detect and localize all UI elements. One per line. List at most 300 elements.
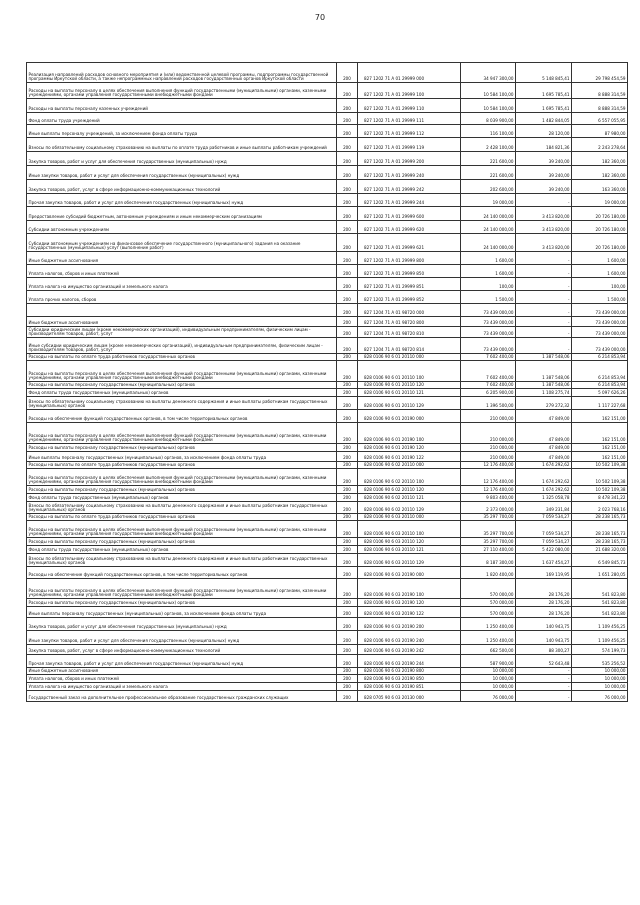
row-unexecuted: 29 798 454,59 <box>572 63 628 83</box>
table-row <box>27 494 628 502</box>
row-unexecuted: 19 000,00 <box>572 194 628 207</box>
row-budget-code: 828 0106 90 6 03 20190 200 <box>358 618 461 631</box>
table-row <box>27 502 628 514</box>
row-approved: 35 297 700,00 <box>461 514 516 521</box>
row-line-code: 200 <box>337 655 358 668</box>
row-name: Расходы на выплаты персоналу казенных учреждений <box>27 99 337 113</box>
row-executed: 140 943,75 <box>516 618 572 631</box>
table-row <box>27 180 628 194</box>
row-budget-code: 827 1202 71 А 01 29999 621 <box>358 234 461 252</box>
row-executed: 3 413 820,00 <box>516 221 572 234</box>
row-budget-code: 828 0106 90 6 03 20190 851 <box>358 683 461 691</box>
row-unexecuted: 541 823,80 <box>572 579 628 599</box>
row-budget-code: 828 0106 90 6 01 20190 122 <box>358 452 461 462</box>
row-unexecuted: 541 823,80 <box>572 599 628 607</box>
table-row <box>27 389 628 397</box>
row-unexecuted: 73 439 000,00 <box>572 304 628 317</box>
row-approved: 34 947 300,00 <box>461 63 516 83</box>
row-executed: 1 325 058,78 <box>516 494 572 502</box>
row-name: Расходы на выплаты по оплате труда работников государственных органов <box>27 354 337 361</box>
row-unexecuted: 1 109 456,25 <box>572 631 628 645</box>
table-row <box>27 579 628 599</box>
row-name: Расходы на выплаты персоналу государственных (муниципальных) органов <box>27 486 337 494</box>
row-line-code: 200 <box>337 452 358 462</box>
row-budget-code: 828 0106 90 6 01 20110 100 <box>358 361 461 382</box>
row-name: Расходы на выплаты по оплате труда работников государственных органов <box>27 462 337 469</box>
row-budget-code: 828 0106 90 6 03 20110 000 <box>358 514 461 521</box>
row-approved: 24 140 000,00 <box>461 234 516 252</box>
row-unexecuted: 10 000,00 <box>572 668 628 675</box>
row-approved: 12 176 400,00 <box>461 469 516 486</box>
row-executed: 184 821,36 <box>516 138 572 152</box>
row-line-code: 200 <box>337 338 358 354</box>
row-executed: 140 943,75 <box>516 631 572 645</box>
row-name: Закупка товаров, работ, услуг в сфере информационно-коммуникационных технологий <box>27 180 337 194</box>
row-unexecuted: 20 726 180,00 <box>572 221 628 234</box>
row-approved: 221 600,00 <box>461 166 516 180</box>
row-line-code: 200 <box>337 278 358 291</box>
row-executed: 1 482 844,05 <box>516 113 572 125</box>
row-executed: - <box>516 291 572 304</box>
row-name: Фонд оплаты труда государственных (муниципальных) органов <box>27 494 337 502</box>
row-name: Фонд оплаты труда государственных (муниципальных) органов <box>27 546 337 554</box>
row-approved: 19 000,00 <box>461 194 516 207</box>
row-unexecuted: 6 214 853,94 <box>572 361 628 382</box>
row-line-code: 200 <box>337 265 358 278</box>
row-name: Субсидии юридическим лицам (кроме некоммерческих организаций), индивидуальным предпринимателям, физическим лицам - производителям товаров, работ, услуг <box>27 327 337 338</box>
row-executed: - <box>516 317 572 327</box>
row-executed: 1 387 548,06 <box>516 382 572 389</box>
row-unexecuted: 574 199,73 <box>572 645 628 655</box>
row-executed: - <box>516 278 572 291</box>
row-name: Иные закупки товаров, работ и услуг для обеспечения государственных (муниципальных) нужд <box>27 631 337 645</box>
row-approved: 1 600,00 <box>461 252 516 265</box>
table-row <box>27 278 628 291</box>
row-executed: 349 231,84 <box>516 502 572 514</box>
row-approved: 24 140 000,00 <box>461 221 516 234</box>
row-budget-code: 828 0106 90 6 02 20110 129 <box>358 502 461 514</box>
row-approved: 27 110 400,00 <box>461 546 516 554</box>
row-executed: 52 643,48 <box>516 655 572 668</box>
row-approved: 73 439 000,00 <box>461 304 516 317</box>
row-line-code: 200 <box>337 125 358 138</box>
row-executed: - <box>516 675 572 683</box>
row-budget-code: 827 1204 71 А 01 98720 000 <box>358 304 461 317</box>
row-name: Взносы по обязательному социальному страхованию на выплаты денежного содержания и иные выплаты работникам государственных (муниципальных) органов <box>27 554 337 567</box>
table-row <box>27 410 628 423</box>
row-budget-code: 828 0106 90 6 03 20190 800 <box>358 668 461 675</box>
row-unexecuted: 8 888 314,59 <box>572 83 628 99</box>
table-row <box>27 138 628 152</box>
row-name: Уплата налога на имущество организаций и земельного налога <box>27 278 337 291</box>
table-row <box>27 338 628 354</box>
row-budget-code: 828 0106 90 6 02 20110 000 <box>358 462 461 469</box>
table-row <box>27 166 628 180</box>
row-name <box>27 304 337 317</box>
row-line-code: 200 <box>337 486 358 494</box>
row-budget-code: 828 0106 90 6 01 20110 120 <box>358 382 461 389</box>
row-line-code: 200 <box>337 546 358 554</box>
row-budget-code: 828 0705 90 6 03 20130 000 <box>358 691 461 702</box>
row-unexecuted: 1 109 456,25 <box>572 618 628 631</box>
table-row <box>27 631 628 645</box>
row-approved: 73 439 000,00 <box>461 317 516 327</box>
row-name: Закупка товаров, работ и услуг для обеспечения государственных (муниципальных) нужд <box>27 618 337 631</box>
row-unexecuted: 182 360,00 <box>572 152 628 166</box>
row-budget-code: 827 1202 71 А 01 29999 600 <box>358 207 461 221</box>
row-approved: 221 600,00 <box>461 152 516 166</box>
row-executed: - <box>516 304 572 317</box>
row-executed: - <box>516 691 572 702</box>
row-line-code: 200 <box>337 410 358 423</box>
row-budget-code: 827 1202 71 А 01 29999 111 <box>358 113 461 125</box>
row-budget-code: 827 1202 71 А 01 29999 110 <box>358 99 461 113</box>
row-approved: 210 000,00 <box>461 423 516 444</box>
row-unexecuted: 76 000,00 <box>572 691 628 702</box>
row-line-code: 200 <box>337 494 358 502</box>
row-unexecuted: 28 238 165,73 <box>572 538 628 546</box>
row-line-code: 200 <box>337 521 358 538</box>
row-executed: 7 059 534,27 <box>516 521 572 538</box>
row-line-code: 200 <box>337 423 358 444</box>
row-unexecuted: 162 151,00 <box>572 423 628 444</box>
row-name: Закупка товаров, работ, услуг в сфере информационно-коммуникационных технологий <box>27 645 337 655</box>
row-name: Иные субсидии юридическим лицам (кроме некоммерческих организаций), индивидуальным предпринимателям, физическим лицам - производителям товаров, работ, услуг <box>27 338 337 354</box>
row-name: Закупка товаров, работ и услуг для обеспечения государственных (муниципальных) нужд <box>27 152 337 166</box>
row-name: Расходы на обеспечение функций государственных органов, в том числе территориальных органов <box>27 410 337 423</box>
table-row <box>27 63 628 83</box>
row-approved: 570 000,00 <box>461 579 516 599</box>
row-line-code: 200 <box>337 683 358 691</box>
row-budget-code: 827 1202 71 А 01 29999 242 <box>358 180 461 194</box>
row-line-code: 200 <box>337 152 358 166</box>
row-unexecuted: 535 256,52 <box>572 655 628 668</box>
row-approved: 662 500,00 <box>461 645 516 655</box>
row-approved: 1 500,00 <box>461 291 516 304</box>
row-name: Реализация направлений расходов основного мероприятия и (или) ведомственной целевой программы, подпрограммы государственной программы Иркутской области, а также непрограммных направлений расходов государственных органов Иркутской области <box>27 63 337 83</box>
row-approved: 12 176 400,00 <box>461 462 516 469</box>
row-approved: 7 602 400,00 <box>461 354 516 361</box>
row-executed: 28 120,00 <box>516 125 572 138</box>
row-line-code: 200 <box>337 113 358 125</box>
row-executed: 1 674 292,62 <box>516 469 572 486</box>
row-budget-code: 828 0106 90 6 02 20110 120 <box>358 486 461 494</box>
row-line-code: 200 <box>337 83 358 99</box>
row-budget-code: 828 0106 90 6 03 20190 244 <box>358 655 461 668</box>
table-row <box>27 691 628 702</box>
row-executed: 47 849,00 <box>516 410 572 423</box>
row-executed: 39 240,00 <box>516 166 572 180</box>
row-executed: 1 695 785,41 <box>516 83 572 99</box>
row-approved: 7 602 400,00 <box>461 361 516 382</box>
table-row <box>27 423 628 444</box>
row-executed: - <box>516 327 572 338</box>
row-budget-code: 828 0106 90 6 01 20190 000 <box>358 410 461 423</box>
table-row <box>27 668 628 675</box>
row-unexecuted: 87 980,00 <box>572 125 628 138</box>
row-line-code: 200 <box>337 554 358 567</box>
row-unexecuted: 6 557 055,95 <box>572 113 628 125</box>
row-unexecuted: 162 151,00 <box>572 444 628 452</box>
row-executed: 7 059 534,27 <box>516 514 572 521</box>
row-executed: 1 637 454,27 <box>516 554 572 567</box>
row-approved: 73 439 000,00 <box>461 327 516 338</box>
row-executed: 1 387 548,06 <box>516 361 572 382</box>
row-approved: 100,00 <box>461 278 516 291</box>
table-row <box>27 675 628 683</box>
row-executed: 5 148 845,41 <box>516 63 572 83</box>
row-budget-code: 828 0106 90 6 03 20190 100 <box>358 579 461 599</box>
row-line-code: 200 <box>337 675 358 683</box>
row-executed: - <box>516 265 572 278</box>
row-unexecuted: 1 651 280,05 <box>572 567 628 579</box>
row-unexecuted: 1 500,00 <box>572 291 628 304</box>
row-line-code: 200 <box>337 63 358 83</box>
row-unexecuted: 73 439 000,00 <box>572 338 628 354</box>
row-line-code: 200 <box>337 618 358 631</box>
row-budget-code: 828 0106 90 6 01 20110 000 <box>358 354 461 361</box>
table-row <box>27 194 628 207</box>
row-unexecuted: 28 238 165,73 <box>572 514 628 521</box>
row-line-code: 200 <box>337 180 358 194</box>
row-budget-code: 828 0106 90 6 03 20110 129 <box>358 554 461 567</box>
row-name: Иные выплаты персоналу государственных (муниципальных) органов, за исключением фонда оплаты труда <box>27 452 337 462</box>
row-name: Субсидии автономным учреждениям <box>27 221 337 234</box>
row-executed: 1 108 275,74 <box>516 389 572 397</box>
row-executed: 28 176,20 <box>516 599 572 607</box>
row-line-code: 200 <box>337 567 358 579</box>
row-budget-code: 828 0106 90 6 03 20110 100 <box>358 521 461 538</box>
row-budget-code: 827 1204 71 А 01 98720 810 <box>358 327 461 338</box>
row-executed: 279 272,32 <box>516 397 572 410</box>
row-line-code: 200 <box>337 645 358 655</box>
row-unexecuted: 10 502 109,38 <box>572 486 628 494</box>
row-executed: 47 849,00 <box>516 423 572 444</box>
row-name: Расходы на выплаты персоналу в целях обеспечения выполнения функций государственными (муниципальными) органами, казенными учреждениями, органами управления государственными внебюджетными фондами <box>27 361 337 382</box>
row-executed: 1 674 292,62 <box>516 462 572 469</box>
row-budget-code: 827 1202 71 А 01 29999 852 <box>358 291 461 304</box>
row-unexecuted: 10 502 109,38 <box>572 462 628 469</box>
row-unexecuted: 541 823,80 <box>572 607 628 618</box>
row-approved: 570 000,00 <box>461 607 516 618</box>
row-line-code: 200 <box>337 389 358 397</box>
row-approved: 1 396 500,00 <box>461 397 516 410</box>
row-executed: 39 240,00 <box>516 152 572 166</box>
row-budget-code: 827 1202 71 А 01 29999 851 <box>358 278 461 291</box>
row-budget-code: 827 1202 71 А 01 29999 000 <box>358 63 461 83</box>
row-line-code: 200 <box>337 514 358 521</box>
row-unexecuted: 10 502 109,38 <box>572 469 628 486</box>
row-name: Иные выплаты персоналу государственных (муниципальных) органов, за исключением фонда оплаты труда <box>27 607 337 618</box>
row-name: Расходы на выплаты персоналу в целях обеспечения выполнения функций государственными (муниципальными) органами, казенными учреждениями, органами управления государственными внебюджетными фондами <box>27 469 337 486</box>
row-approved: 2 428 100,00 <box>461 138 516 152</box>
row-executed: 7 059 534,27 <box>516 538 572 546</box>
row-budget-code: 827 1202 71 А 01 29999 244 <box>358 194 461 207</box>
table-row <box>27 452 628 462</box>
row-line-code: 200 <box>337 99 358 113</box>
row-line-code: 200 <box>337 502 358 514</box>
table-row <box>27 462 628 469</box>
table-row <box>27 354 628 361</box>
row-line-code: 200 <box>337 469 358 486</box>
row-approved: 35 297 700,00 <box>461 538 516 546</box>
row-line-code: 200 <box>337 194 358 207</box>
row-approved: 6 205 900,00 <box>461 389 516 397</box>
row-unexecuted: 6 214 853,94 <box>572 354 628 361</box>
table-row <box>27 252 628 265</box>
row-line-code: 200 <box>337 397 358 410</box>
row-line-code: 200 <box>337 221 358 234</box>
row-executed: - <box>516 252 572 265</box>
row-name: Фонд оплаты труда учреждений <box>27 113 337 125</box>
table-row <box>27 152 628 166</box>
row-executed: 169 119,95 <box>516 567 572 579</box>
row-approved: 9 803 400,00 <box>461 494 516 502</box>
row-line-code: 200 <box>337 304 358 317</box>
row-line-code: 200 <box>337 354 358 361</box>
row-budget-code: 828 0106 90 6 01 20190 100 <box>358 423 461 444</box>
row-unexecuted: 162 151,00 <box>572 410 628 423</box>
row-name: Уплата налогов, сборов и иных платежей <box>27 675 337 683</box>
row-name: Расходы на обеспечение функций государственных органов, в том числе территориальных органов <box>27 567 337 579</box>
table-row <box>27 444 628 452</box>
table-row <box>27 567 628 579</box>
row-name: Расходы на выплаты персоналу государственных (муниципальных) органов <box>27 382 337 389</box>
row-name: Уплата налогов, сборов и иных платежей <box>27 265 337 278</box>
row-approved: 10 000,00 <box>461 675 516 683</box>
row-unexecuted: 1 117 227,68 <box>572 397 628 410</box>
row-name: Уплата прочих налогов, сборов <box>27 291 337 304</box>
row-line-code: 200 <box>337 444 358 452</box>
row-line-code: 200 <box>337 166 358 180</box>
row-approved: 202 600,00 <box>461 180 516 194</box>
table-row <box>27 645 628 655</box>
row-approved: 210 000,00 <box>461 452 516 462</box>
row-budget-code: 827 1202 71 А 01 29999 119 <box>358 138 461 152</box>
row-line-code: 200 <box>337 252 358 265</box>
row-name: Иные бюджетные ассигнования <box>27 317 337 327</box>
row-executed: - <box>516 194 572 207</box>
row-name: Расходы на выплаты персоналу государственных (муниципальных) органов <box>27 599 337 607</box>
row-unexecuted: 21 688 320,00 <box>572 546 628 554</box>
budget-execution-table <box>26 62 628 702</box>
row-budget-code: 828 0106 90 6 03 20190 122 <box>358 607 461 618</box>
row-approved: 35 297 700,00 <box>461 521 516 538</box>
row-approved: 116 100,00 <box>461 125 516 138</box>
table-row <box>27 113 628 125</box>
row-budget-code: 827 1202 71 А 01 29999 850 <box>358 265 461 278</box>
row-unexecuted: 20 726 180,00 <box>572 234 628 252</box>
row-executed: - <box>516 683 572 691</box>
row-executed: 88 300,27 <box>516 645 572 655</box>
row-unexecuted: 1 600,00 <box>572 252 628 265</box>
table-row <box>27 361 628 382</box>
row-approved: 8 187 300,00 <box>461 554 516 567</box>
row-executed: 28 176,20 <box>516 579 572 599</box>
table-row <box>27 207 628 221</box>
row-executed: 47 849,00 <box>516 444 572 452</box>
row-unexecuted: 163 360,00 <box>572 180 628 194</box>
row-line-code: 200 <box>337 691 358 702</box>
row-name: Иные выплаты персоналу учреждений, за исключением фонда оплаты труда <box>27 125 337 138</box>
row-name: Взносы по обязательному социальному страхованию на выплаты денежного содержания и иные выплаты работникам государственных (муниципальных) органов <box>27 502 337 514</box>
row-approved: 76 000,00 <box>461 691 516 702</box>
row-approved: 570 000,00 <box>461 599 516 607</box>
row-unexecuted: 8 888 314,59 <box>572 99 628 113</box>
row-approved: 10 584 100,00 <box>461 99 516 113</box>
table-row <box>27 683 628 691</box>
row-name: Прочая закупка товаров, работ и услуг для обеспечения государственных (муниципальных) нужд <box>27 655 337 668</box>
row-unexecuted: 28 238 165,73 <box>572 521 628 538</box>
row-name: Взносы по обязательному социальному страхованию на выплаты денежного содержания и иные выплаты работникам государственных (муниципальных) органов <box>27 397 337 410</box>
table-row <box>27 397 628 410</box>
row-unexecuted: 8 478 341,22 <box>572 494 628 502</box>
row-line-code: 200 <box>337 382 358 389</box>
row-name: Расходы на выплаты по оплате труда работников государственных органов <box>27 514 337 521</box>
row-budget-code: 827 1204 71 А 01 98720 814 <box>358 338 461 354</box>
row-line-code: 200 <box>337 207 358 221</box>
row-name: Государственный заказ на дополнительное профессиональное образование государственных гражданских служащих <box>27 691 337 702</box>
table-row <box>27 99 628 113</box>
row-unexecuted: 10 000,00 <box>572 683 628 691</box>
row-budget-code: 828 0106 90 6 02 20110 100 <box>358 469 461 486</box>
row-budget-code: 827 1202 71 А 01 29999 800 <box>358 252 461 265</box>
row-unexecuted: 6 214 853,94 <box>572 382 628 389</box>
row-approved: 1 250 400,00 <box>461 618 516 631</box>
row-approved: 10 000,00 <box>461 668 516 675</box>
table-row <box>27 317 628 327</box>
row-budget-code: 828 0106 90 6 02 20110 121 <box>358 494 461 502</box>
table-row <box>27 469 628 486</box>
row-budget-code: 827 1202 71 А 01 29999 200 <box>358 152 461 166</box>
row-budget-code: 827 1202 71 А 01 29999 100 <box>358 83 461 99</box>
row-executed: 3 413 820,00 <box>516 234 572 252</box>
table-row <box>27 486 628 494</box>
row-name: Иные бюджетные ассигнования <box>27 668 337 675</box>
row-budget-code: 828 0106 90 6 03 20110 121 <box>358 546 461 554</box>
table-row <box>27 554 628 567</box>
row-unexecuted: 73 439 000,00 <box>572 317 628 327</box>
row-executed: 28 176,20 <box>516 607 572 618</box>
row-approved: 210 000,00 <box>461 410 516 423</box>
row-unexecuted: 6 549 845,73 <box>572 554 628 567</box>
row-budget-code: 828 0106 90 6 03 20190 240 <box>358 631 461 645</box>
row-unexecuted: 2 243 278,64 <box>572 138 628 152</box>
row-line-code: 200 <box>337 668 358 675</box>
table-row <box>27 327 628 338</box>
row-approved: 1 250 400,00 <box>461 631 516 645</box>
row-unexecuted: 20 726 180,00 <box>572 207 628 221</box>
row-executed: 47 849,00 <box>516 452 572 462</box>
row-name: Предоставление субсидий бюджетным, автономным учреждениям и иным некоммерческим организациям <box>27 207 337 221</box>
table-row <box>27 514 628 521</box>
row-approved: 24 140 000,00 <box>461 207 516 221</box>
row-budget-code: 828 0106 90 6 01 20110 129 <box>358 397 461 410</box>
row-name: Расходы на выплаты персоналу государственных (муниципальных) органов <box>27 444 337 452</box>
row-executed: - <box>516 338 572 354</box>
row-budget-code: 827 1202 71 А 01 29999 112 <box>358 125 461 138</box>
row-line-code: 200 <box>337 327 358 338</box>
row-unexecuted: 162 151,00 <box>572 452 628 462</box>
row-line-code: 200 <box>337 579 358 599</box>
table-row <box>27 607 628 618</box>
row-name: Расходы на выплаты персоналу в целях обеспечения выполнения функций государственными (муниципальными) органами, казенными учреждениями, органами управления государственными внебюджетными фондами <box>27 423 337 444</box>
row-unexecuted: 100,00 <box>572 278 628 291</box>
row-budget-code: 828 0106 90 6 03 20190 850 <box>358 675 461 683</box>
row-approved: 10 584 100,00 <box>461 83 516 99</box>
row-name: Уплата налога на имущество организаций и земельного налога <box>27 683 337 691</box>
row-budget-code: 828 0106 90 6 03 20190 000 <box>358 567 461 579</box>
